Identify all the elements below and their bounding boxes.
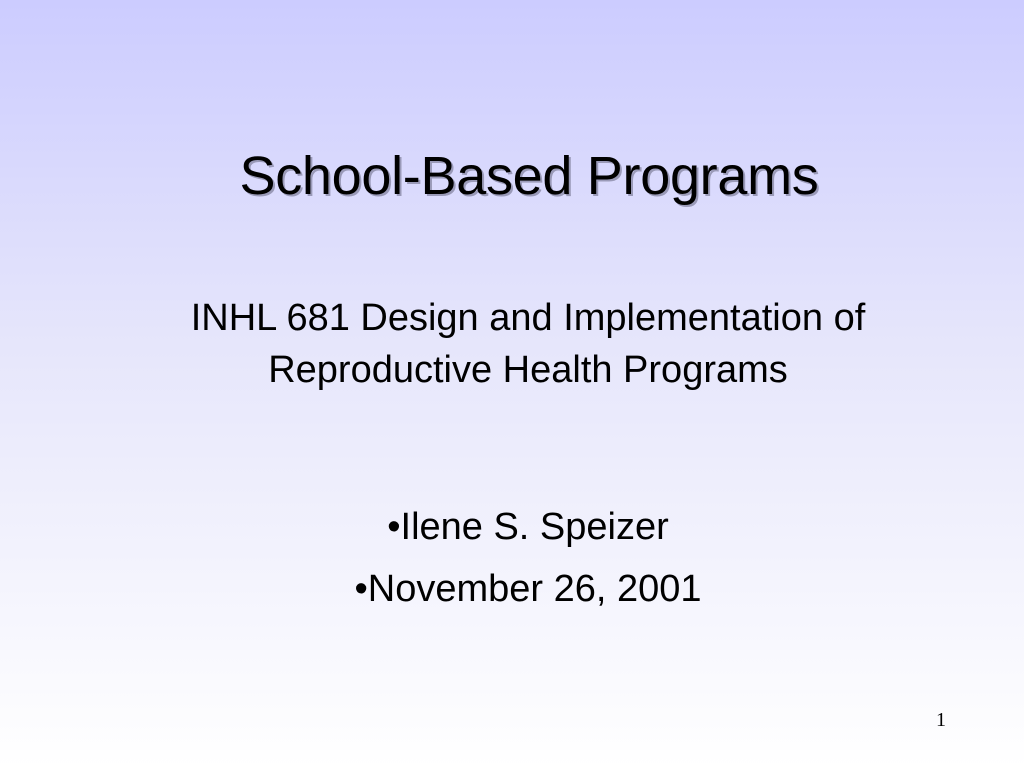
slide-title: School-Based Programs	[239, 146, 819, 206]
slide-subtitle	[0, 292, 1024, 396]
subtitle-line: Reproductive Health Programs	[268, 349, 788, 391]
slide-number: 1	[936, 709, 946, 731]
bullet-author: •Ilene S. Speizer	[387, 506, 669, 548]
bullet-list	[0, 496, 1024, 620]
bullet-date: •November 26, 2001	[354, 568, 702, 610]
subtitle-line: INHL 681 Design and Implementation of	[190, 297, 866, 339]
